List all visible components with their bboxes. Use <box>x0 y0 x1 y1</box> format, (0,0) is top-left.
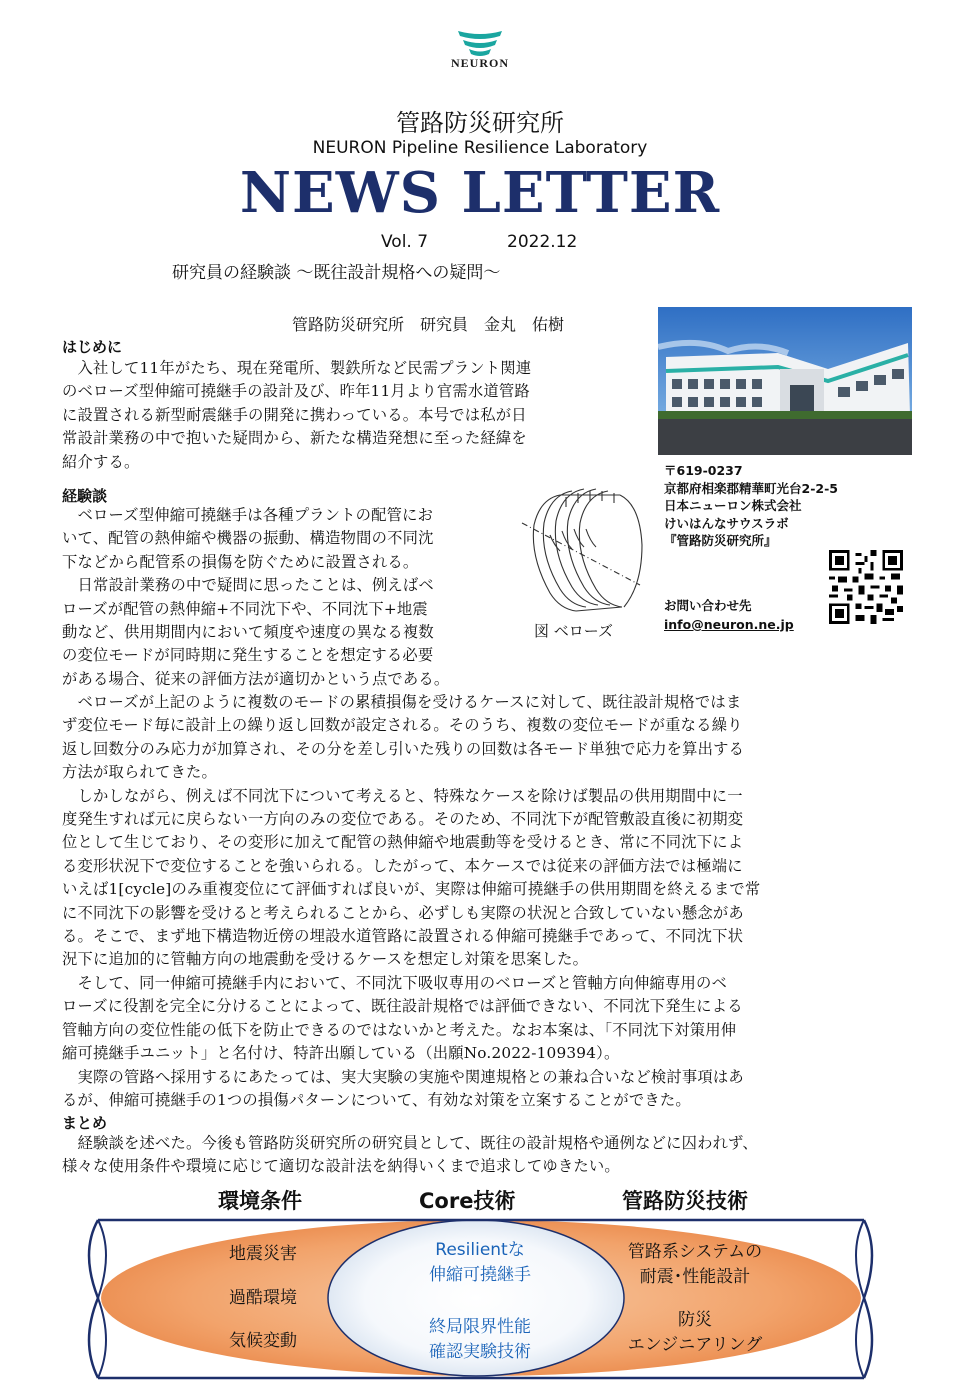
text-line: ず変位モード毎に設計上の繰り返し回数が設定される。そのうち、複数の変位モードが重なる繰り <box>62 716 743 735</box>
address-line: 京都府相楽郡精華町光台2-2-5 <box>664 480 838 496</box>
text-line: 況下に追加的に管軸方向の地震動を受けるケースを想定し対策を思案した。 <box>62 950 589 969</box>
text-line: いて、配管の熱伸縮や機器の振動、構造物間の不同沈 <box>62 529 434 548</box>
summary-heading: まとめ <box>62 1114 108 1132</box>
issue-date: 2022.12 <box>507 232 578 252</box>
text-line: 位として生じており、その変形に加えて配管の熱伸縮や地震動等を受けるとき、常に不同沈下によ <box>62 833 744 852</box>
diagram-header-center: Core技術 <box>419 1189 516 1213</box>
intro-heading: はじめに <box>62 338 123 356</box>
summary-paragraph <box>62 1132 758 1179</box>
diagram-text-line: 管路系システムの <box>627 1242 763 1262</box>
intro-paragraph <box>62 357 531 474</box>
contact-block <box>664 596 794 634</box>
text-line: 縮可撓継手ユニット」と名付け、特許出願している（出願No.2022-109394）。 <box>62 1044 620 1063</box>
lab-name-jp: 管路防災研究所 <box>396 109 564 137</box>
text-line: ベローズ型伸縮可撓継手は各種プラントの配管にお <box>62 506 434 524</box>
figure-caption: 図 ベローズ <box>534 622 614 640</box>
diagram-header-right: 管路防災技術 <box>622 1189 748 1213</box>
text-line: のベローズ型伸縮可撓継手の設計及び、昨年11月より官需水道管路 <box>62 382 530 401</box>
diagram-text-line: 防災 <box>678 1310 712 1330</box>
contact-email-link[interactable]: info@neuron.ne.jp <box>664 617 794 632</box>
diagram-right-bottom <box>595 1308 795 1358</box>
text-line: そして、同一伸縮可撓継手内において、不同沈下吸収専用のベローズと管軸方向伸縮専用のベ <box>62 973 727 992</box>
text-line: 日常設計業務の中で疑問に思ったことは、例えばベ <box>62 576 434 595</box>
text-line: 様々な使用条件や環境に応じて適切な設計法を納得いくまで追求してゆきたい。 <box>62 1157 620 1176</box>
text-line: るが、伸縮可撓継手の1つの損傷パターンについて、有効な対策を立案することができた。 <box>62 1090 691 1109</box>
diagram-text-line: エンジニアリング <box>627 1335 763 1355</box>
text-line: 方法が取られてきた。 <box>62 763 217 782</box>
text-line: 紹介する。 <box>62 452 140 471</box>
address-line: 〒619-0237 <box>664 463 743 478</box>
bellows-figure <box>520 485 646 619</box>
text-line: 実際の管路へ採用するにあたっては、実大実験の実施や関連規格との兼ね合いなど検討事項はあ <box>62 1067 744 1086</box>
text-line: に設置される新型耐震継手の開発に携わっている。本号では私が日 <box>62 405 527 424</box>
text-line: がある場合、従来の評価方法が適切かという点である。 <box>62 669 450 688</box>
text-line: 度発生すれば元に戻らない一方向のみの変位である。そのため、不同沈下が配管敷設直後に初期変 <box>62 810 744 829</box>
address-line: 『管路防災研究所』 <box>664 533 777 548</box>
diagram-left-item: 地震災害 <box>229 1244 297 1264</box>
text-line: しかしながら、例えば不同沈下について考えると、特殊なケースを除けば製品の供用期間中に一 <box>62 786 743 805</box>
lab-name-en: NEURON Pipeline Resilience Laboratory <box>312 138 648 158</box>
diagram-text-line: 終局限界性能 <box>429 1317 531 1337</box>
experience-wide-paragraph <box>62 691 760 1112</box>
text-line: る変形状況下で変位することを強いられる。したがって、本ケースでは従来の評価方法では極端に <box>62 856 743 875</box>
text-line: 経験談を述べた。今後も管路防災研究所の研究員として、既往の設計規格や通例などに囚われず、 <box>62 1134 758 1152</box>
text-line: 常設計業務の中で抱いた疑問から、新たな構造発想に至った経緯を <box>62 429 527 448</box>
address-line: 日本ニューロン株式会社 <box>664 498 802 513</box>
text-line: 下などから配管系の損傷を防ぐために設置される。 <box>62 552 419 571</box>
diagram-right-top <box>595 1240 795 1290</box>
text-line: 入社して11年がたち、現在発電所、製鉄所など民需プラント関連 <box>62 359 532 377</box>
diagram-header-left: 環境条件 <box>218 1189 302 1213</box>
diagram-center-bottom <box>380 1315 580 1365</box>
text-line: の変位モードが同時期に発生することを想定する必要 <box>62 646 434 665</box>
text-line: 動など、供用期間内において頻度や速度の異なる複数 <box>62 623 434 642</box>
text-line: 管軸方向の変位性能の低下を防止できるのではないかと考えた。なお本案は、「不同沈下対策用伸 <box>62 1020 737 1039</box>
qr-code-icon[interactable] <box>829 550 903 624</box>
text-line: ローズが配管の熱伸縮+不同沈下や、不同沈下+地震 <box>62 599 428 618</box>
building-photo <box>658 307 912 455</box>
article-subtitle: 研究員の経験談 ～既往設計規格への疑問～ <box>172 263 501 283</box>
diagram-left-item: 過酷環境 <box>229 1288 297 1308</box>
address-line: けいはんなサウスラボ <box>664 515 789 531</box>
text-line: いえば1[cycle]のみ重複変位にて評価すれば良いが、実際は伸縮可撓継手の供用期間を終えるまで常 <box>62 880 761 899</box>
text-line: る。そこで、まず地下構造物近傍の埋設水道管路に設置される伸縮可撓継手であって、不同沈下状 <box>62 927 744 946</box>
neuron-logo-icon <box>455 28 505 58</box>
address-block <box>664 462 838 550</box>
text-line: に不同沈下の影響を受けると考えられることから、必ずしも実際の状況と合致していない懸念があ <box>62 903 744 922</box>
text-line: ローズに役割を完全に分けることによって、既往設計規格では評価できない、不同沈下発生による <box>62 997 743 1016</box>
diagram-text-line: 伸縮可撓継手 <box>429 1265 531 1285</box>
diagram-text-line: Resilientな <box>435 1240 525 1260</box>
experience-narrow-paragraph <box>62 504 449 691</box>
diagram-text-line: 確認実験技術 <box>429 1342 531 1362</box>
page-title: NEWS LETTER <box>239 160 721 226</box>
logo-wordmark: NEURON <box>450 56 509 70</box>
author-line: 管路防災研究所 研究員 金丸 佑樹 <box>292 315 565 334</box>
text-line: 返し回数分のみ応力が加算され、その分を差し引いた残りの回数は各モード単独で応力を算出する <box>62 739 745 758</box>
text-line: ベローズが上記のように複数のモードの累積損傷を受けるケースに対して、既往設計規格ではま <box>62 693 742 711</box>
volume-number: Vol. 7 <box>381 232 429 252</box>
diagram-text-line: 耐震･性能設計 <box>639 1267 751 1287</box>
experience-heading: 経験談 <box>62 487 108 505</box>
contact-label: お問い合わせ先 <box>664 598 752 613</box>
diagram-center-top <box>380 1238 580 1288</box>
diagram-left-item: 気候変動 <box>229 1331 297 1351</box>
